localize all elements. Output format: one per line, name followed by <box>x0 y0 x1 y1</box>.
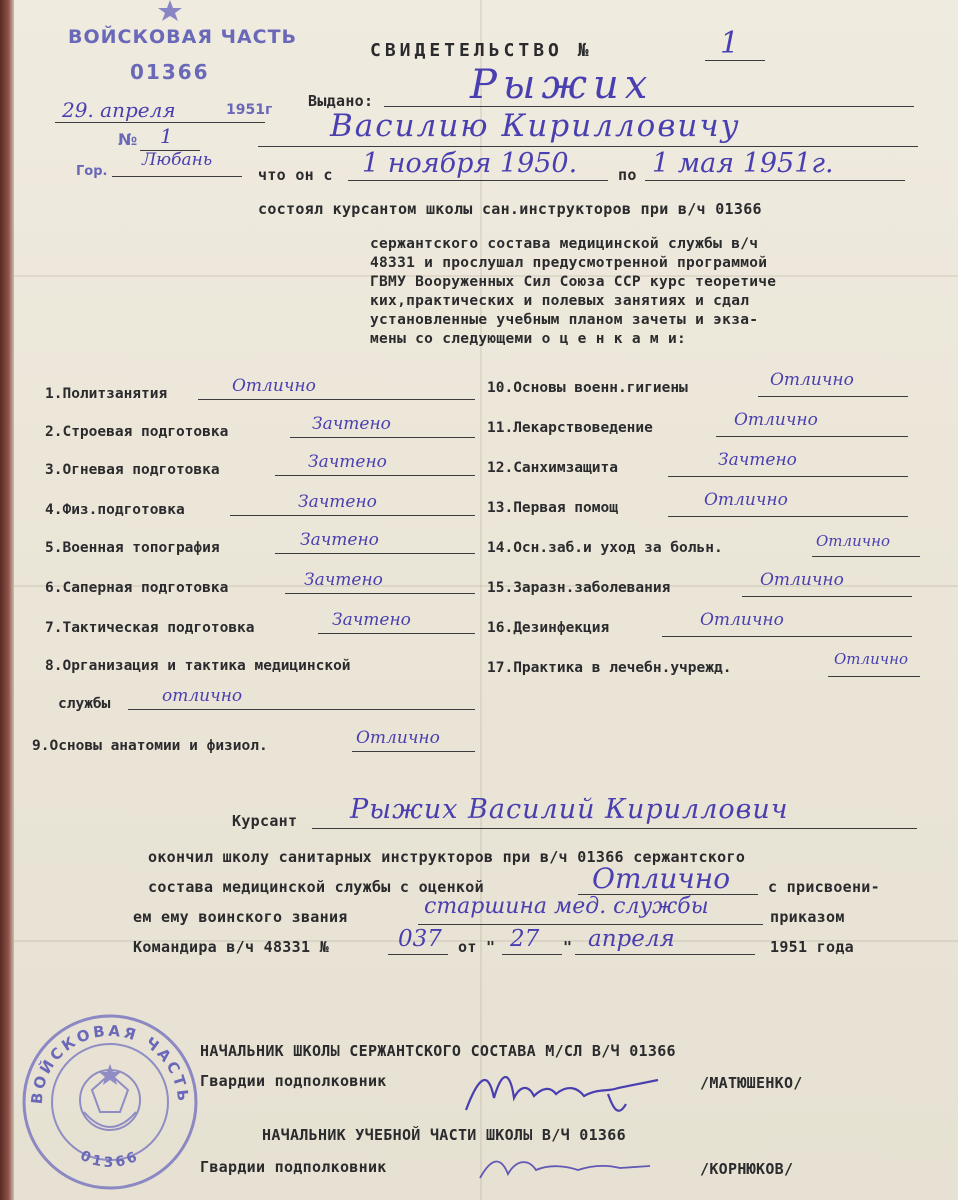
grade-label: 15.Заразн.заболевания <box>487 580 671 596</box>
head-title: НАЧАЛЬНИК ШКОЛЫ СЕРЖАНТСКОГО СОСТАВА М/СЛ В/Ч 01366 <box>200 1042 676 1060</box>
recipient-name: Василию Кирилловичу <box>330 108 741 144</box>
stamp-number: 01366 <box>77 1147 143 1171</box>
grade-value: Зачтено <box>300 530 379 550</box>
period-from: 1 ноября 1950. <box>362 148 578 179</box>
cadet-label: Курсант <box>232 812 298 830</box>
conclusion-from: от " <box>458 938 496 956</box>
grade-label: 17.Практика в лечебн.учрежд. <box>487 660 732 676</box>
grade-value: Отлично <box>734 410 818 430</box>
head-signature <box>458 1058 698 1128</box>
conclusion-line-3-suffix: с присвоени- <box>768 878 880 896</box>
conclusion-line-4-suffix: приказом <box>770 908 845 926</box>
order-day: 27 <box>510 926 540 952</box>
body-line-2: сержантского состава медицинской службы в/ч <box>370 236 759 252</box>
study-rank: Гвардии подполковник <box>200 1158 387 1176</box>
period-mid: по <box>618 166 637 184</box>
issued-label: Выдано: <box>308 92 374 110</box>
grade-value: Зачтено <box>718 450 797 470</box>
svg-text:01366 <box>78 1148 143 1171</box>
grade-value: Отлично <box>770 370 854 390</box>
grade-label: 12.Санхимзащита <box>487 460 618 476</box>
grade-label: 7.Тактическая подготовка <box>45 620 255 636</box>
grade-value: отлично <box>162 686 243 706</box>
unit-number: 01366 <box>130 60 210 84</box>
grade-value: Зачтено <box>304 570 383 590</box>
body-line-3: 48331 и прослушал предусмотренной программой <box>370 255 768 271</box>
grade-label: службы <box>58 696 111 712</box>
city-label: Гор. <box>76 164 108 179</box>
quote-close: " <box>563 938 573 956</box>
military-rank: старшина мед. службы <box>424 894 709 919</box>
grade-value: Зачтено <box>308 452 387 472</box>
recipient-surname: Рыжих <box>470 62 654 108</box>
head-name: /МАТЮШЕНКО/ <box>700 1074 803 1092</box>
period-to: 1 мая 1951г. <box>652 148 834 179</box>
issue-number: 1 <box>160 124 173 148</box>
issue-number-label: № <box>118 130 138 149</box>
head-rank: Гвардии подполковник <box>200 1072 387 1090</box>
study-signature <box>470 1140 670 1190</box>
body-line-5: ких,практических и полевых занятиях и сдал <box>370 293 750 309</box>
grade-label: 14.Осн.заб.и уход за больн. <box>487 540 723 556</box>
grade-label: 8.Организация и тактика медицинской <box>45 658 351 674</box>
body-line-4: ГВМУ Вооруженных Сил Союза ССР курс теоретиче <box>370 274 777 290</box>
conclusion-line-2: окончил школу санитарных инструкторов при в/ч 01366 сержантского <box>148 848 746 866</box>
issue-date: 29. апреля <box>62 98 176 122</box>
final-grade: Отлично <box>592 862 731 895</box>
grade-label: 9.Основы анатомии и физиол. <box>32 738 268 754</box>
emblem-icon <box>80 1064 140 1130</box>
order-number: 037 <box>398 926 442 952</box>
city-name: Любань <box>142 150 213 170</box>
album-edge <box>0 0 14 1200</box>
grade-label: 6.Саперная подготовка <box>45 580 229 596</box>
body-line-6: установленные учебным планом зачеты и экза- <box>370 312 759 328</box>
grade-value: Отлично <box>816 532 890 550</box>
study-name: /КОРНЮКОВ/ <box>700 1160 794 1178</box>
grade-value: Отлично <box>356 728 440 748</box>
grade-value: Зачтено <box>332 610 411 630</box>
order-month: апреля <box>588 926 675 952</box>
period-prefix: что он с <box>258 166 333 184</box>
round-stamp <box>20 1012 200 1192</box>
unit-label: ВОЙСКОВАЯ ЧАСТЬ <box>68 26 298 48</box>
conclusion-line-5-prefix: Командира в/ч 48331 № <box>133 938 329 956</box>
grade-value: Отлично <box>700 610 784 630</box>
grade-label: 3.Огневая подготовка <box>45 462 220 478</box>
cadet-name: Рыжих Василий Кириллович <box>350 794 789 825</box>
conclusion-line-3-prefix: состава медицинской службы с оценкой <box>148 878 484 896</box>
grade-label: 13.Первая помощ <box>487 500 618 516</box>
issue-year: 1951г <box>226 102 273 118</box>
grade-value: Зачтено <box>298 492 377 512</box>
order-year: 1951 года <box>770 938 854 956</box>
grade-value: Зачтено <box>312 414 391 434</box>
grade-label: 10.Основы военн.гигиены <box>487 380 688 396</box>
grade-label: 2.Строевая подготовка <box>45 424 229 440</box>
document-number: 1 <box>720 26 740 61</box>
study-title: НАЧАЛЬНИК УЧЕБНОЙ ЧАСТИ ШКОЛЫ В/Ч 01366 <box>262 1126 626 1144</box>
grade-value: Отлично <box>760 570 844 590</box>
grade-value: Отлично <box>834 650 908 668</box>
conclusion-line-4-prefix: ем ему воинского звания <box>133 908 348 926</box>
grade-label: 1.Политзанятия <box>45 386 168 402</box>
grade-label: 5.Военная топография <box>45 540 220 556</box>
stamp-ring-text: ВОЙСКОВАЯ ЧАСТЬ <box>27 1021 193 1105</box>
grade-value: Отлично <box>704 490 788 510</box>
grade-label: 4.Физ.подготовка <box>45 502 185 518</box>
grade-value: Отлично <box>232 376 316 396</box>
body-line-1: состоял курсантом школы сан.инструкторов при в/ч 01366 <box>258 200 762 218</box>
grade-label: 11.Лекарствоведение <box>487 420 653 436</box>
star-icon <box>155 0 185 22</box>
body-line-7: мены со следующеми о ц е н к а м и: <box>370 331 687 347</box>
document-title: СВИДЕТЕЛЬСТВО № <box>370 40 593 61</box>
grade-label: 16.Дезинфекция <box>487 620 610 636</box>
